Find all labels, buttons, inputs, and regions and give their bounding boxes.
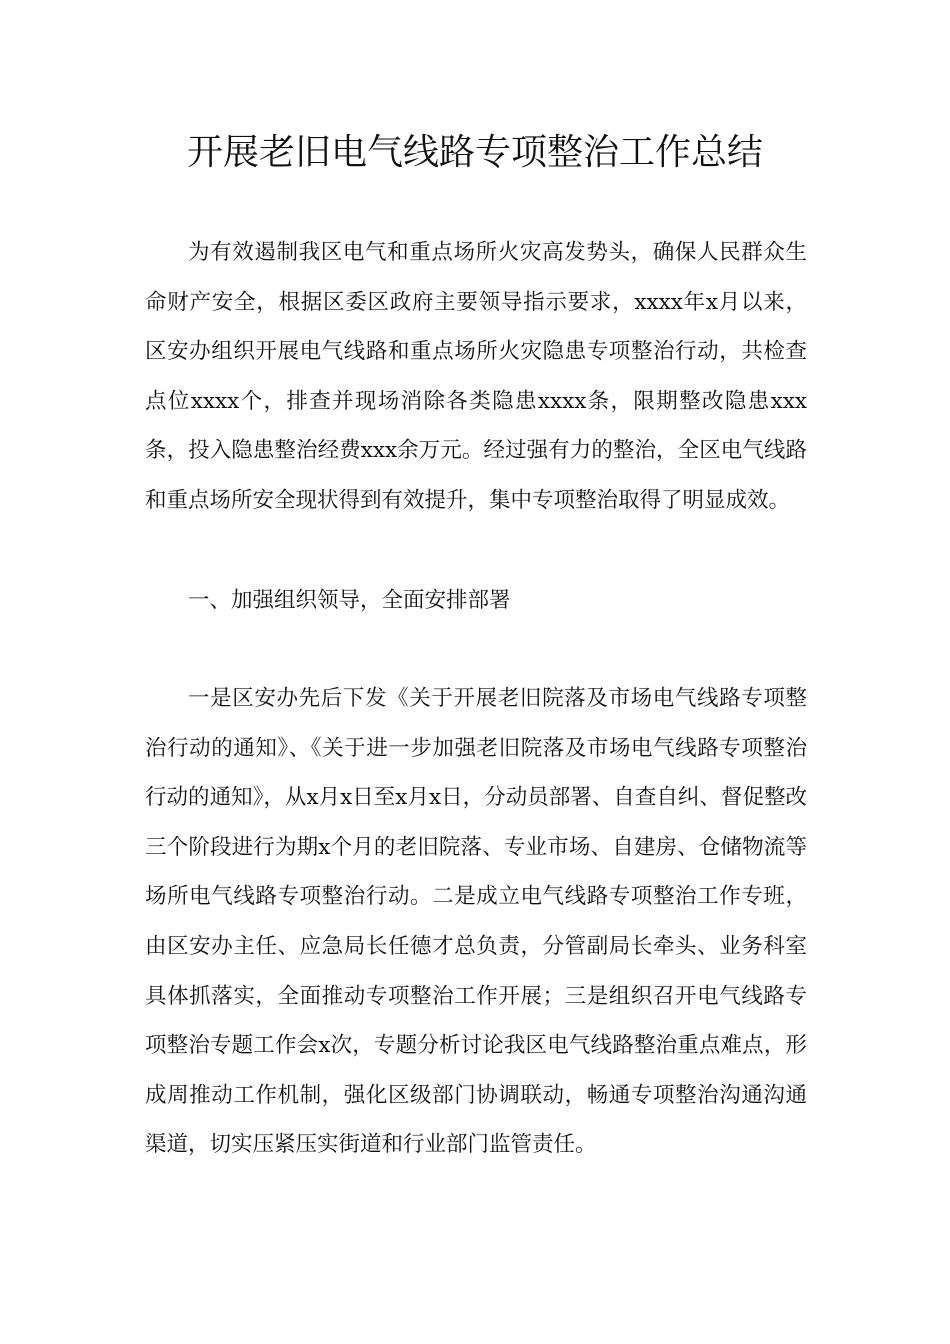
document-title: 开展老旧电气线路专项整治工作总结	[186, 132, 763, 173]
intro-block	[145, 228, 807, 526]
section-heading-block	[145, 576, 807, 626]
section-heading: 一、加强组织领导，全面安排部署	[188, 588, 511, 613]
section-body-block	[145, 674, 807, 1170]
intro-paragraph: 为有效遏制我区电气和重点场所火灾高发势头，确保人民群众生命财产安全，根据区委区政府主要领导指示要求，xxxx年x月以来，区安办组织开展电气线路和重点场所火灾隐患专项整治行动，共检查点位xxxx个，排查并现场消除各类隐患xxxx条，限期整改隐患xxx条，投入隐患整治经费xxx余万元。经过强有力的整治，全区电气线路和重点场所安全现状得到有效提升，集中专项整治取得了明显成效。	[145, 240, 807, 513]
section-body-paragraph: 一是区安办先后下发《关于开展老旧院落及市场电气线路专项整治行动的通知》、《关于进一步加强老旧院落及市场电气线路专项整治行动的通知》，从x月x日至x月x日，分动员部署、自查自纠、督促整改三个阶段进行为期x个月的老旧院落、专业市场、自建房、仓储物流等场所电气线路专项整治行动。二是成立电气线路专项整治工作专班，由区安办主任、应急局长任德才总负责，分管副局长牵头、业务科室具体抓落实，全面推动专项整治工作开展；三是组织召开电气线路专项整治专题工作会x次，专题分析讨论我区电气线路整治重点难点，形成周推动工作机制，强化区级部门协调联动，畅通专项整治沟通沟通渠道，切实压紧压实街道和行业部门监管责任。	[145, 686, 807, 1158]
